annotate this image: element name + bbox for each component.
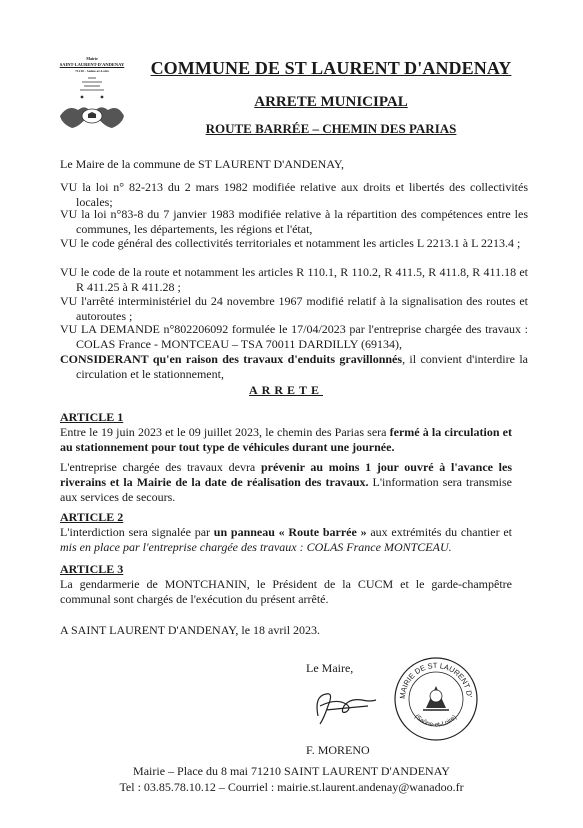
vu-item: VU LA DEMANDE n°802206092 formulée le 17/04/2023 par l'entreprise chargée des travaux : COLAS France - MONTCEAU – TSA 70011 DARDILLY (69134), [60, 322, 528, 351]
article-3-para: La gendarmerie de MONTCHANIN, le Président de la CUCM et le garde-champêtre communal sont chargés de l'exécution du présent arrêté. [60, 577, 512, 606]
article-1-heading: ARTICLE 1 [60, 410, 124, 424]
vu-item: VU le code général des collectivités territoriales et notamment les articles L 2213.1 à L 2213.4 ; [60, 236, 521, 250]
article-2-para [60, 525, 512, 555]
article-2-italic: mis en place par l'entreprise chargée des travaux : COLAS France MONTCEAU. [60, 540, 452, 554]
article-2-heading: ARTICLE 2 [60, 510, 124, 524]
intro-line: Le Maire de la commune de ST LAURENT D'ANDENAY, [60, 157, 345, 171]
article-1-bold: prévenir au moins 1 jour ouvré à l'avance les riverains et la Mairie de la date de réalisation des travaux. [60, 460, 512, 489]
vu-item: VU l'arrêté interministériel du 24 novembre 1967 modifié relatif à la signalisation des routes et autoroutes ; [60, 294, 528, 323]
vu-item: VU la loi n° 82-213 du 2 mars 1982 modifiée relative aux droits et libertés des collectivités locales; [60, 180, 528, 209]
arrete-heading: ARRETE [248, 383, 323, 397]
logo-line-2: SAINT-LAURENT-D'ANDENAY [59, 62, 125, 67]
considerant-bold: CONSIDERANT qu'en raison des travaux d'enduits gravillonnés [60, 352, 403, 366]
svg-text:(Saône-et-Loire) [413, 713, 458, 728]
logo-emblem-icon [52, 74, 132, 136]
footer-address: Mairie – Place du 8 mai 71210 SAINT LAURENT D'ANDENAY [133, 764, 450, 778]
article-1-bold: fermé à la circulation et au stationnement pour tout type de véhicules durant une journée. [60, 425, 512, 454]
article-3-heading: ARTICLE 3 [60, 562, 124, 576]
logo-line-3: 71210 - Saône-et-Loire [75, 69, 109, 73]
date-line: A SAINT LAURENT D'ANDENAY, le 18 avril 2023. [60, 623, 321, 637]
stamp-text: MAIRIE DE ST LAURENT D' [397, 660, 474, 700]
document-type: ARRETE MUNICIPAL [254, 94, 408, 110]
footer-contact: Tel : 03.85.78.10.12 – Courriel : mairie.st.laurent.andenay@wanadoo.fr [119, 780, 464, 794]
article-1 [60, 410, 512, 505]
considerant-rest: , il convient d'interdire la circulation et le stationnement, [76, 352, 528, 381]
article-2-text: aux extrémités du chantier et [366, 525, 512, 539]
article-1-text: L'entreprise chargée des travaux devra [60, 460, 261, 474]
document-subject: ROUTE BARRÉE – CHEMIN DES PARIAS [205, 121, 457, 136]
vu-item: VU le code de la route et notamment les articles R 110.1, R 110.2, R 411.5, R 411.8, R 411.18 et R 411.25 à R 411.28 ; [60, 265, 528, 294]
logo-line-1: Mairie [86, 56, 98, 61]
handwritten-signature [306, 676, 396, 736]
stamp-bottom-text: (Saône-et-Loire) [413, 713, 459, 729]
article-2 [60, 510, 512, 555]
commune-logo [52, 56, 132, 142]
article-2-bold: un panneau « Route barrée » [213, 525, 367, 539]
commune-title: COMMUNE DE ST LAURENT D'ANDENAY [150, 58, 512, 78]
considerant-paragraph [60, 352, 528, 382]
article-1-para-2 [60, 460, 512, 505]
vu-item: VU la loi n°83-8 du 7 janvier 1983 modifiée relative à la répartition des compétences entre les communes, les départements, les régions et l'état, [60, 207, 528, 236]
signature-label: Le Maire, [306, 661, 354, 675]
article-3 [60, 562, 512, 607]
article-1-para-1 [60, 425, 512, 455]
article-1-text: L'information sera transmise aux services de secours. [60, 475, 512, 504]
article-2-text: L'interdiction sera signalée par [60, 525, 214, 539]
article-1-text: Entre le 19 juin 2023 et le 09 juillet 2023, le chemin des Parias sera [60, 425, 390, 439]
mayor-name: F. MORENO [306, 743, 370, 757]
official-stamp [393, 656, 479, 742]
